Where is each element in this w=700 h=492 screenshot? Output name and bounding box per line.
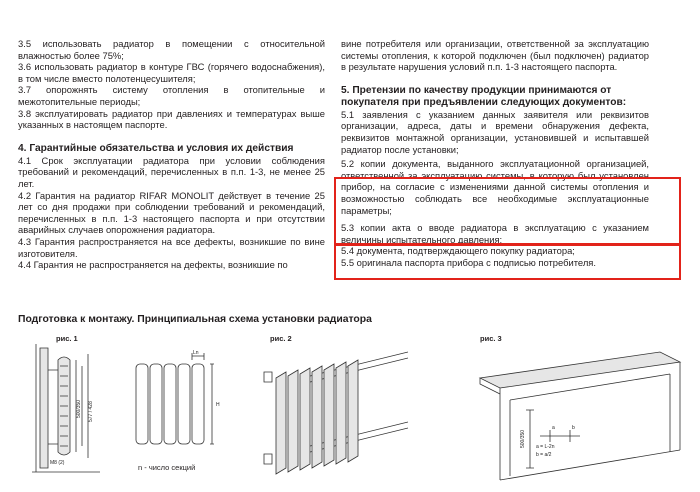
paragraph-4-2: 4.2 Гарантия на радиатор RIFAR MONOLIT действует в течение 25 лет со дня продажи при соблюдении требований и рекомендаций, перечисленных в п.п. 1-3 настоящего паспорта и при отсутствии аварийных случаев опорожнения радиатора.: [18, 189, 325, 236]
radiator-sections-front: [136, 364, 204, 444]
paragraph-5-4: 5.4 документа, подтверждающего покупку радиатора;: [341, 245, 575, 257]
paragraph-4-4-continued: вине потребителя или организации, ответственной за эксплуатацию системы отопления, к которой подключен (был подключен) радиатор в результате нарушения условий п.п. 1-3 настоящего паспорта.: [341, 38, 649, 73]
paragraph-4-3: 4.3 Гарантия распространяется на все дефекты, возникшие по вине изготовителя.: [18, 235, 325, 259]
figure-1b-drawing: [128, 350, 228, 470]
highlight-box-5-2: [334, 177, 681, 245]
figure-2-label: рис. 2: [270, 334, 292, 343]
paragraph-5-5: 5.5 оригинала паспорта прибора с подписью потребителя.: [341, 256, 596, 268]
figure-2-drawing: [262, 342, 412, 487]
paragraph-4-4: 4.4 Гарантия не распространяется на дефекты, возникшие по: [18, 259, 288, 271]
heading-section-4: 4. Гарантийные обязательства и условия их действия: [18, 142, 294, 154]
dimension-577-428: 577 / 428: [88, 401, 94, 422]
paragraph-5-3: 5.3 копии акта о вводе радиатора в эксплуатацию с указанием величины испытательного давления;: [341, 222, 649, 245]
dimension-500-350: 500/350: [76, 399, 82, 418]
paragraph-3-8: 3.8 эксплуатировать радиатор при давлениях и температурах выше указанных в настоящем паспорте.: [18, 107, 325, 131]
figure-1-drawing: [30, 340, 110, 480]
dimension-h: H: [216, 402, 220, 408]
dimension-b-formula: b = a/2: [536, 452, 552, 458]
sections-caption: n - число секций: [138, 463, 196, 472]
radiator-3d: [276, 360, 358, 474]
dimension-ln: Ln: [193, 350, 199, 356]
dimension-a-formula: a = L-2n: [536, 444, 555, 450]
dimension-a-label: a: [552, 425, 555, 431]
paragraph-5-2: 5.2 копии документа, выданного эксплуатационной организацией, ответственной за эксплуатацию системы, в которую был установлен прибор, на согласие с изменениями данной системы отопления и возможностью соблюдать все необходимые эксплуатационные параметры;: [341, 158, 649, 216]
figure-3-label: рис. 3: [480, 334, 502, 343]
dimension-m8: M8 (2): [50, 460, 65, 466]
paragraph-5-1: 5.1 заявления с указанием данных заявителя или реквизитов организации, адреса, даты и времени обнаружения дефекта, реквизитов монтажной организации, установившей и испытавшей радиатор после установки;: [341, 108, 649, 155]
figure-3-drawing: [470, 340, 685, 488]
paragraph-3-7: 3.7 опорожнять систему отопления в отопительные и межотопительные периоды;: [18, 84, 325, 107]
dimension-500-350-fig3: 500/350: [520, 429, 526, 448]
paragraph-3-6: 3.6 использовать радиатор в контуре ГВС (горячего водоснабжения), в том числе вместо полотенцесушителя;: [18, 61, 325, 84]
installation-diagram-title: Подготовка к монтажу. Принципиальная схема установки радиатора: [18, 314, 372, 325]
paragraph-3-5: 3.5 использовать радиатор в помещении с относительной влажностью более 75%;: [18, 38, 325, 61]
left-column: [18, 38, 325, 271]
paragraph-4-1: 4.1 Срок эксплуатации радиатора при условии соблюдения требований и рекомендаций, перечисленных в п.п. 1-3, не менее 25 лет.: [18, 154, 325, 189]
figure-1-label: рис. 1: [56, 334, 78, 343]
highlight-box-5-3: [334, 244, 681, 280]
dimension-b-label: b: [572, 425, 575, 431]
heading-section-5: 5. Претензии по качеству продукции принимаются от покупателя при предъявлении следующих документов:: [341, 84, 627, 108]
